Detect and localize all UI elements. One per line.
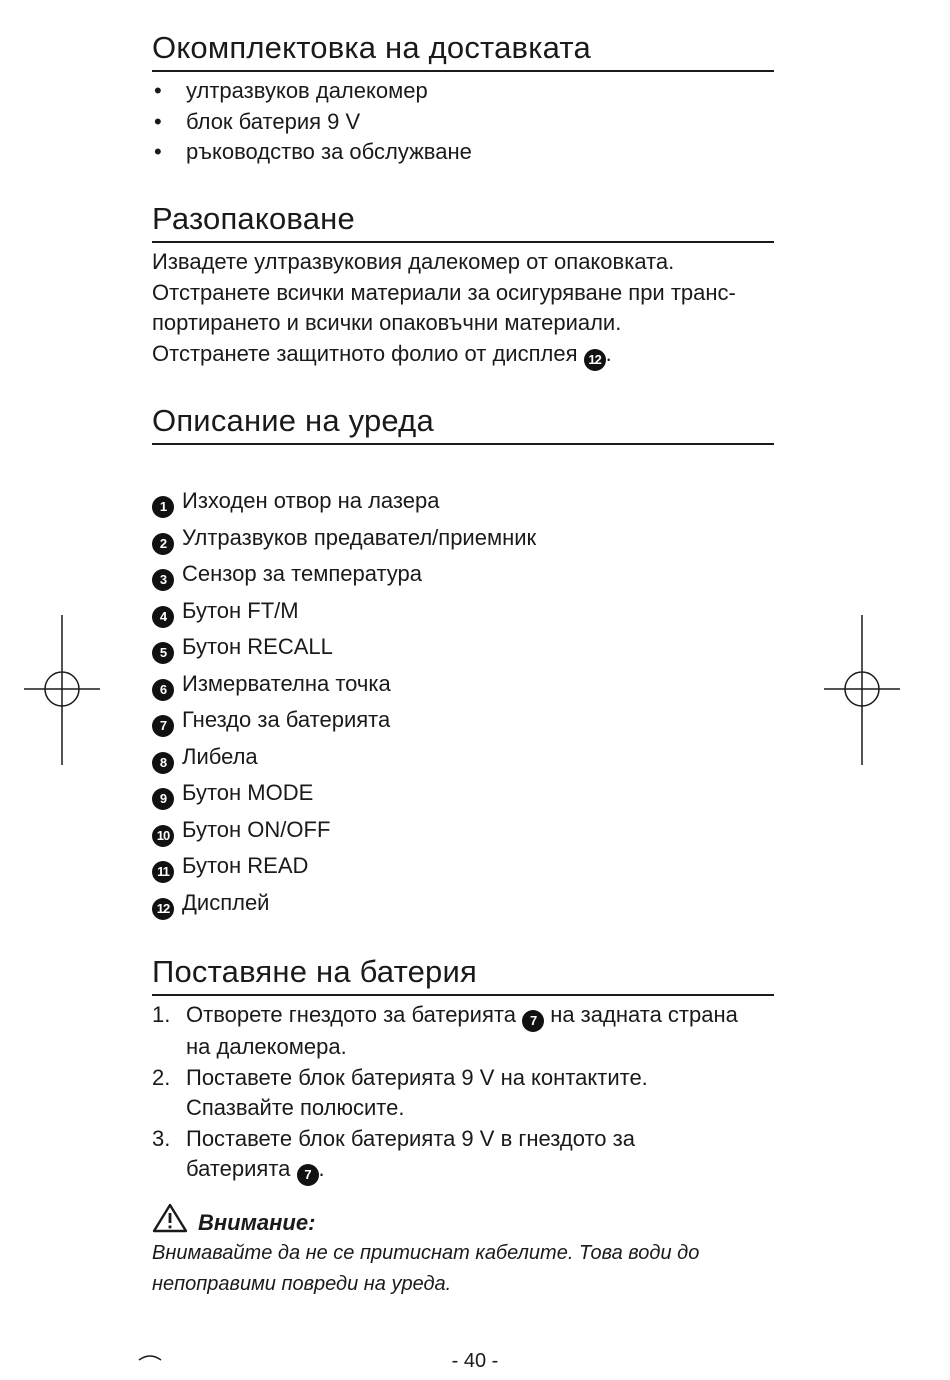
list-item: • ръководство за обслужване <box>152 137 774 168</box>
bullet-icon: • <box>154 108 162 134</box>
list-item: 12 Дисплей <box>152 885 774 922</box>
registration-mark-icon <box>824 615 900 765</box>
number-badge: 1 <box>152 496 174 518</box>
unpacking-section <box>152 199 774 371</box>
registration-mark-icon <box>24 615 100 765</box>
list-item: 9 Бутон MODE <box>152 775 774 812</box>
list-item: 7 Гнездо за батерията <box>152 702 774 739</box>
warning-triangle-icon <box>152 1203 188 1233</box>
warning-text: Внимавайте да не се притиснат кабелите. Това води до непоправими повреди на уреда. <box>152 1242 700 1295</box>
description-section <box>152 401 774 921</box>
list-item: • ултразвуков далекомер <box>152 76 774 107</box>
description-heading: Описание на уреда <box>152 401 774 445</box>
ref-badge-battery-slot: 7 <box>522 1010 544 1032</box>
delivery-list <box>152 76 774 168</box>
number-badge: 6 <box>152 679 174 701</box>
ref-badge-battery-slot: 7 <box>297 1164 319 1186</box>
delivery-section <box>152 28 774 168</box>
unpacking-heading: Разопаковане <box>152 199 774 243</box>
battery-heading: Поставяне на батерия <box>152 952 774 996</box>
list-item: 1 Изходен отвор на лазера <box>152 483 774 520</box>
list-item: 5 Бутон RECALL <box>152 629 774 666</box>
battery-steps <box>152 1000 774 1186</box>
list-item: 8 Либела <box>152 739 774 776</box>
number-badge: 4 <box>152 606 174 628</box>
number-badge: 7 <box>152 715 174 737</box>
list-item: 6 Измервателна точка <box>152 666 774 703</box>
unpacking-text: Извадете ултразвуковия далекомер от опаковката. Отстранете всички материали за осигуряване при транс- портирането и всички опаковъчни материали. Отстранете защитното фолио от дисплея 12 . <box>152 247 774 371</box>
number-badge: 3 <box>152 569 174 591</box>
warning-block <box>152 1203 774 1299</box>
number-badge: 5 <box>152 642 174 664</box>
list-item: 2 Ултразвуков предавател/приемник <box>152 520 774 557</box>
battery-section <box>152 952 774 1186</box>
page-number: - 40 - <box>451 1350 499 1372</box>
list-item: 10 Бутон ON/OFF <box>152 812 774 849</box>
list-item: 11 Бутон READ <box>152 848 774 885</box>
number-badge: 12 <box>152 898 174 920</box>
ref-badge-display: 12 <box>584 349 606 371</box>
number-badge: 8 <box>152 752 174 774</box>
list-item: 3. Поставете блок батерията 9 V в гнездото за батерията 7 . <box>152 1124 774 1187</box>
list-item: 1. Отворете гнездото за батерията 7 на задната страна на далекомера. <box>152 1002 738 1059</box>
list-item: • блок батерия 9 V <box>152 107 774 138</box>
bullet-icon: • <box>154 78 162 103</box>
parts-list <box>152 483 774 921</box>
list-item: 3 Сензор за температура <box>152 556 774 593</box>
number-badge: 9 <box>152 788 174 810</box>
number-badge: 10 <box>152 825 174 847</box>
number-badge: 11 <box>152 861 174 883</box>
delivery-heading: Окомплектовка на доставката <box>152 28 774 72</box>
list-item: 2. Поставете блок батерията 9 V на контактите. Спазвайте полюсите. <box>152 1064 648 1120</box>
warning-heading: Внимание: <box>198 1210 316 1235</box>
list-item: 4 Бутон FT/M <box>152 593 774 630</box>
bullet-icon: • <box>154 139 162 164</box>
number-badge: 2 <box>152 533 174 555</box>
